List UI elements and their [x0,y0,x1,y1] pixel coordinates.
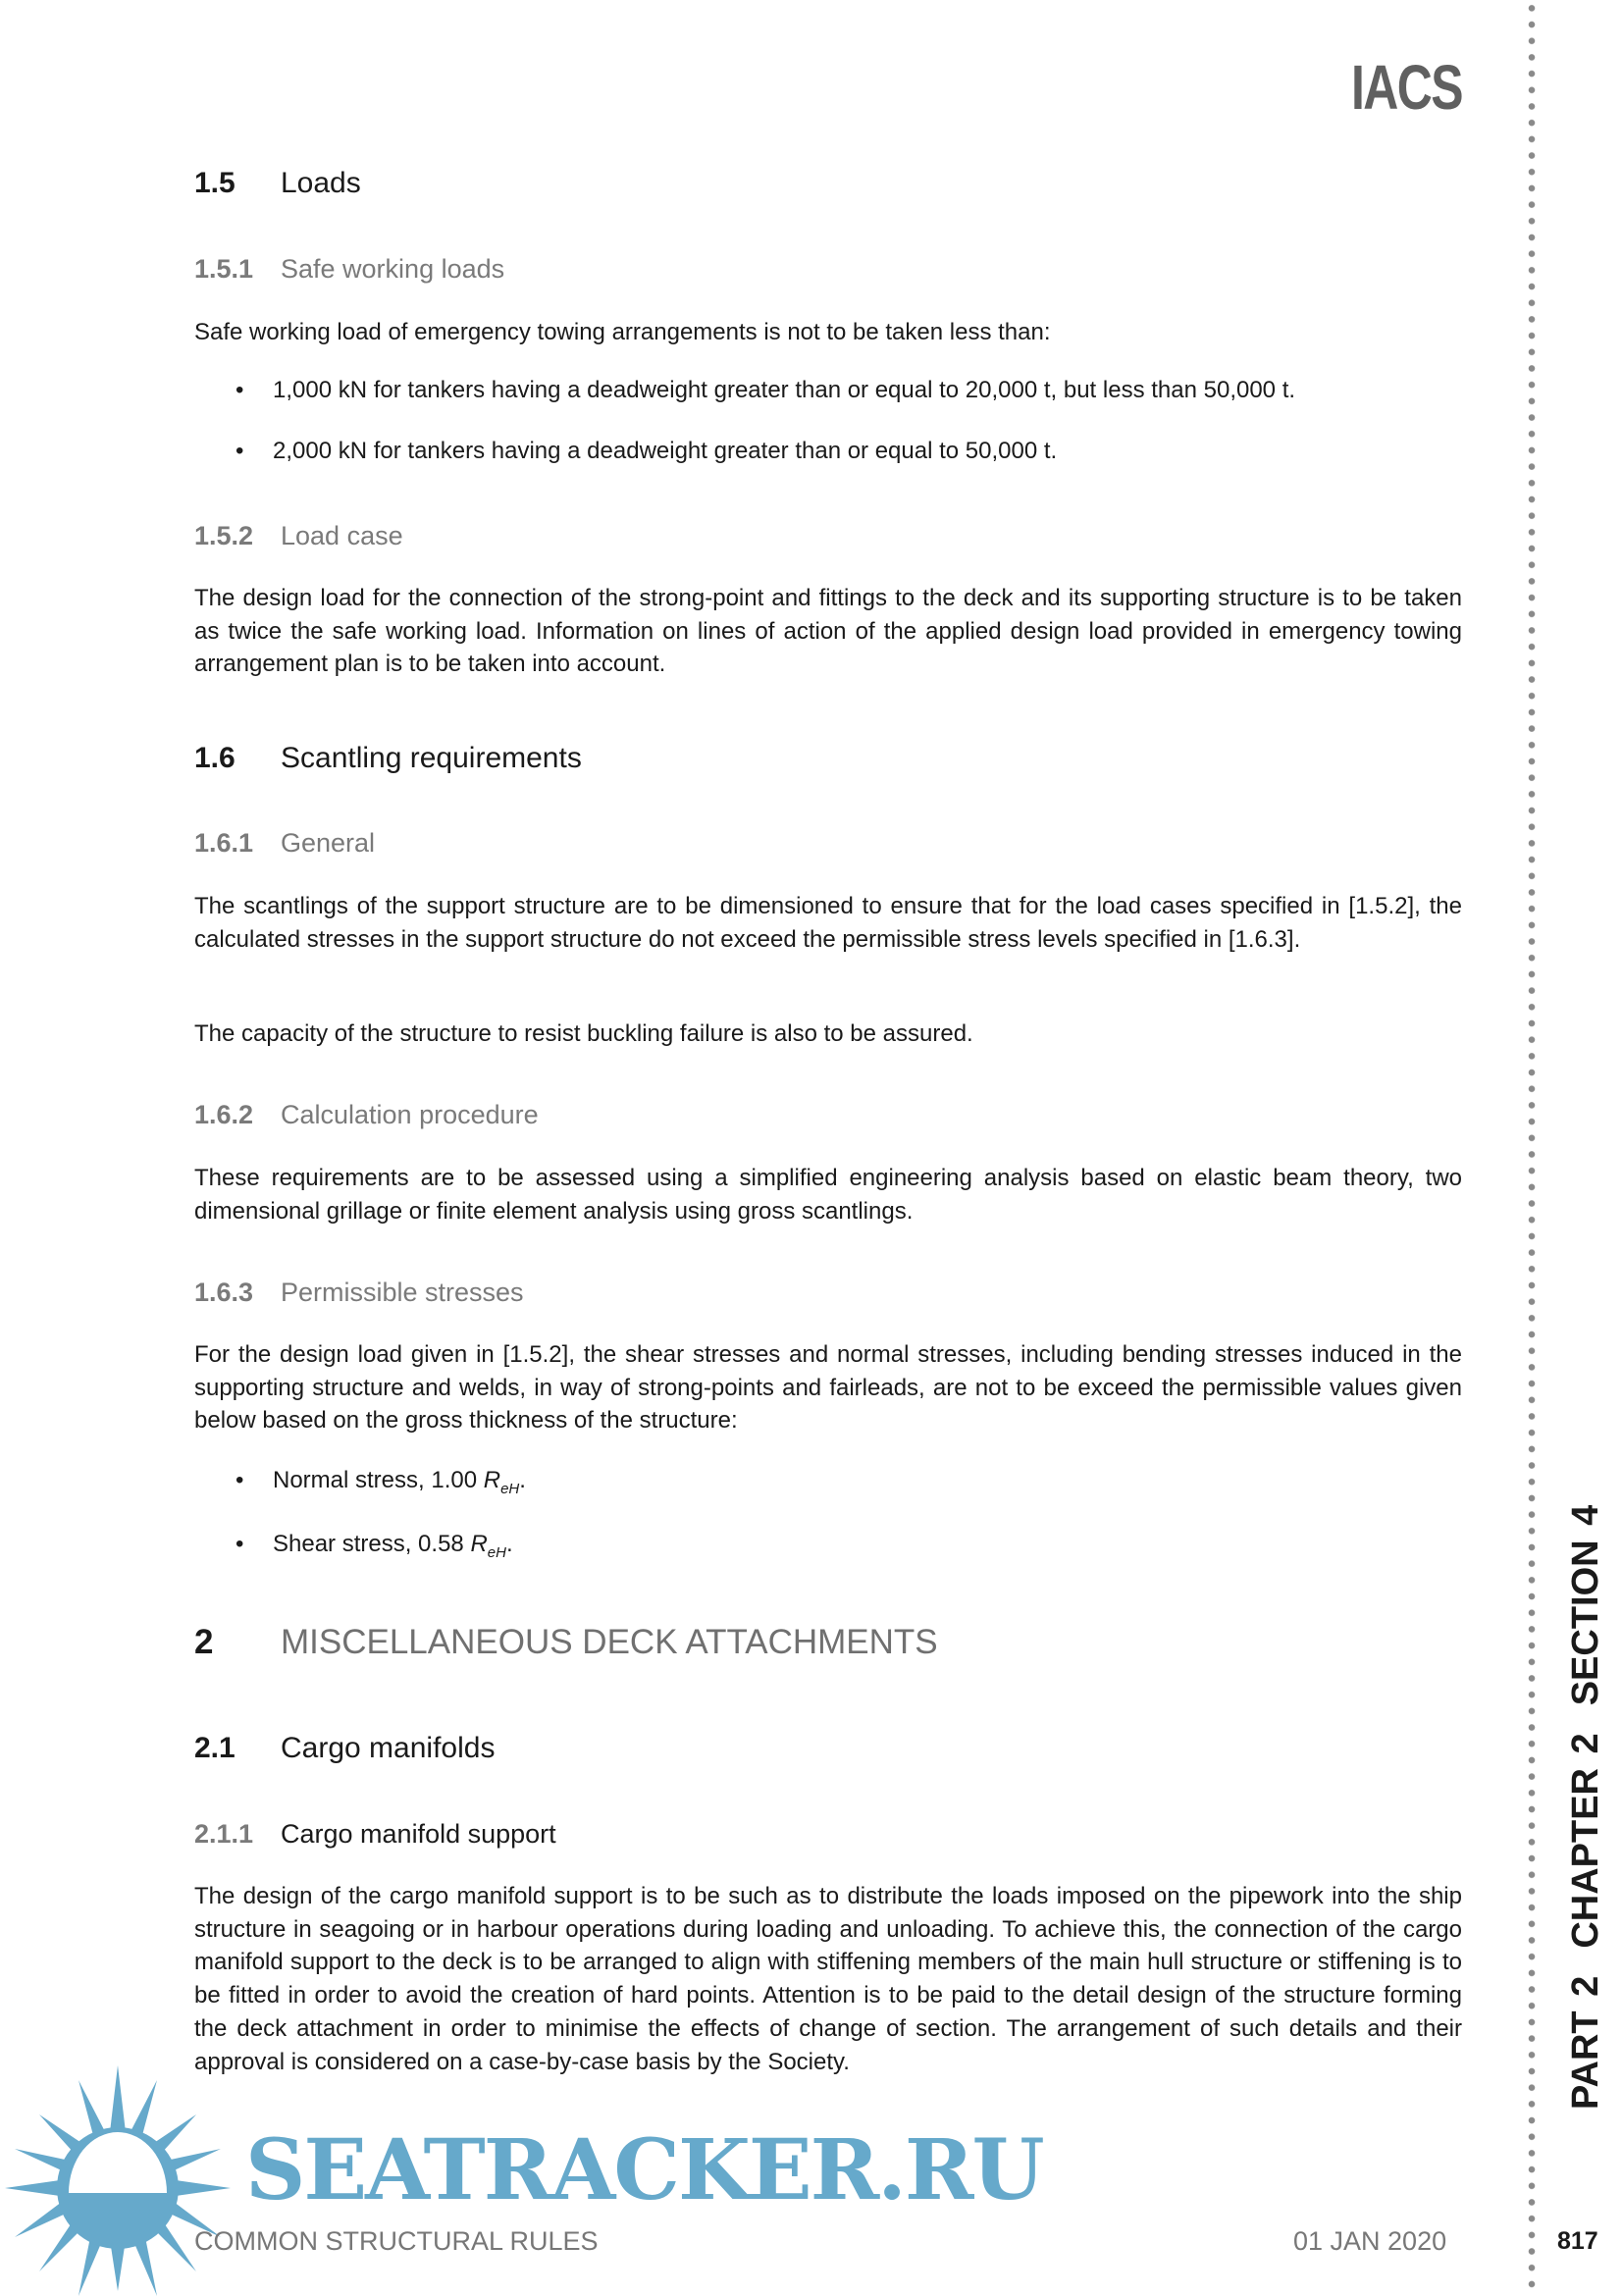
watermark: SEATRACKER.RU [245,2121,1043,2219]
paragraph: These requirements are to be assessed using a simplified engineering analysis based on elastic beam theory, two dimensional grillage or finite element analysis using gross scantlings. [194,1165,1462,1225]
iacs-logo: IACS [1351,52,1463,123]
section-2-1-1-heading [194,1819,556,1850]
subscript: eH [500,1480,520,1497]
section-1-6-heading [194,742,582,775]
section-2-heading [194,1623,938,1662]
section-title: Cargo manifold support [281,1819,556,1849]
paragraph: The design load for the connection of the strong-point and fittings to the deck and its supporting structure is to be taken as twice the safe working load. Information on lines of action of the applied design load provided in emergency towing arrangement plan is to be taken into account. [194,585,1462,678]
section-number: 2.1 [194,1732,235,1764]
section-1-6-1-heading [194,828,375,859]
symbol: R [470,1531,488,1557]
side-tab [1565,1478,1607,2110]
section-1-5-1-heading [194,254,504,285]
list-item-text: 1,000 kN for tankers having a deadweight greater than or equal to 20,000 t, but less than 50,000 t. [273,377,1296,403]
section-number: 1.5.2 [194,521,254,550]
list-item-text: 2,000 kN for tankers having a deadweight greater than or equal to 50,000 t. [273,438,1058,464]
section-number: 2 [194,1623,214,1661]
section-number: 2.1.1 [194,1819,254,1849]
punct: . [519,1467,526,1493]
section-number: 1.6.1 [194,828,254,858]
section-title: Cargo manifolds [281,1732,496,1764]
section-title: Permissible stresses [281,1278,524,1307]
section-title: Calculation procedure [281,1100,539,1129]
subscript: eH [487,1543,506,1561]
section-1-6-3-heading [194,1278,524,1308]
paragraph: The capacity of the structure to resist buckling failure is also to be assured. [194,1020,973,1047]
section-2-1-heading [194,1732,495,1765]
paragraph: The scantlings of the support structure are to be dimensioned to ensure that for the load cases specified in [1.5.2], the calculated stresses in the support structure do not exceed the permissible stress levels specified in [1.6.3]. [194,893,1462,953]
list-item-text: Normal stress, 1.00 [273,1467,484,1493]
dotted-divider [1528,0,1536,2295]
side-chapter: CHAPTER 2 [1565,1733,1606,1949]
punct: . [505,1531,513,1557]
list-item: • 2,000 kN for tankers having a deadweight greater than or equal to 50,000 t. [235,438,1058,464]
section-title: Loads [281,167,361,199]
section-title: MISCELLANEOUS DECK ATTACHMENTS [281,1623,938,1661]
list-item-text: Shear stress, 0.58 [273,1531,471,1557]
footer-date: 01 JAN 2020 [1293,2226,1447,2256]
section-number: 1.5 [194,167,235,199]
page-number: 817 [1557,2227,1598,2255]
side-section: SECTION 4 [1565,1504,1606,1706]
paragraph: The design of the cargo manifold support is to be such as to distribute the loads imposed on the pipework into the ship structure in seagoing or in harbour operations during loading and unloading. To achieve this, the connection of the cargo manifold support to the deck is to be arranged to align with stiffening members of the main hull structure or stiffening is to be fitted in order to avoid the creation of hard points. Attention is to be paid to the detail design of the structure forming the deck attachment in order to minimise the effects of change of section. The arrangement of such details and their approval is considered on a case-by-case basis by the Society. [194,1883,1462,2075]
side-part: PART 2 [1565,1975,1606,2110]
section-title: Load case [281,521,403,550]
section-title: General [281,828,376,858]
section-title: Safe working loads [281,254,505,284]
section-number: 1.5.1 [194,254,254,284]
section-number: 1.6.2 [194,1100,254,1129]
paragraph: Safe working load of emergency towing arrangements is not to be taken less than: [194,319,1051,345]
section-number: 1.6 [194,742,235,774]
section-1-5-2-heading [194,521,403,551]
section-1-6-2-heading [194,1100,539,1130]
footer-title: COMMON STRUCTURAL RULES [194,2226,599,2256]
symbol: R [483,1467,501,1493]
section-title: Scantling requirements [281,742,582,774]
sun-watermark-icon [0,2061,245,2296]
section-number: 1.6.3 [194,1278,254,1307]
paragraph: For the design load given in [1.5.2], the shear stresses and normal stresses, including bending stresses induced in the supporting structure and welds, in way of strong-points and fairleads, are not to be exceed the permissible values given below based on the gross thickness of the structure: [194,1341,1462,1435]
list-item: • Normal stress, 1.00 $R_{eH}$. [235,1467,526,1497]
section-1-5-heading [194,167,361,200]
list-item: • Shear stress, 0.58 $R_{eH}$. [235,1531,513,1561]
list-item: • 1,000 kN for tankers having a deadweight greater than or equal to 20,000 t, but less than 50,000 t. [235,377,1296,403]
